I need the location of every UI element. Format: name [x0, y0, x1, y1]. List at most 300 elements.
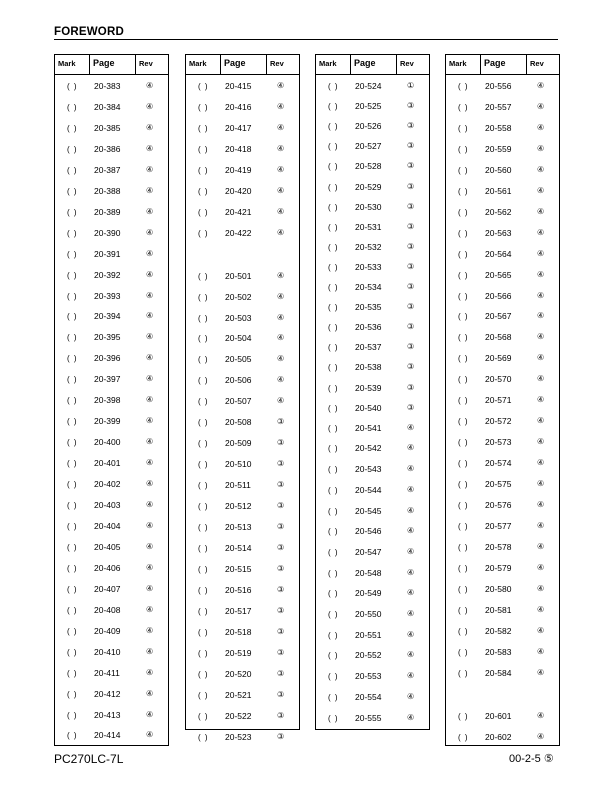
table-row	[186, 395, 299, 409]
mark-cell: ( )	[328, 713, 339, 723]
mark-cell: ( )	[458, 542, 469, 552]
table-row	[55, 101, 168, 115]
mark-cell: ( )	[328, 465, 339, 475]
model-number: PC270LC-7L	[54, 752, 124, 766]
rev-cell: ④	[537, 646, 545, 656]
rev-cell: ④	[537, 500, 545, 509]
page-cell: 20-505	[225, 354, 252, 365]
mark-cell: ( )	[328, 527, 339, 537]
mark-cell: ( )	[198, 627, 209, 637]
table-row	[316, 321, 429, 335]
mark-cell: ( )	[458, 354, 469, 364]
page-cell: 20-548	[355, 567, 382, 578]
rev-cell: ④	[537, 206, 545, 216]
rev-cell: ④	[277, 291, 285, 301]
rev-cell: ④	[537, 311, 545, 321]
table-row	[186, 291, 299, 305]
mark-cell: ( )	[198, 690, 209, 700]
table-row	[316, 402, 429, 416]
page-cell: 20-564	[485, 248, 512, 259]
table-header	[186, 55, 299, 75]
rev-cell: ④	[537, 458, 545, 468]
page-cell: 20-413	[94, 709, 121, 720]
page-cell: 20-583	[485, 646, 512, 657]
page-cell: 20-567	[485, 311, 512, 322]
mark-cell: ( )	[328, 383, 339, 393]
mark-cell: ( )	[67, 647, 78, 657]
table-row	[55, 499, 168, 513]
rev-cell: ④	[277, 164, 285, 174]
page-cell: 20-573	[485, 437, 512, 448]
page-cell: 20-570	[485, 374, 512, 385]
rev-cell: ④	[146, 437, 154, 447]
rev-cell: ④	[407, 671, 415, 681]
table-row	[186, 80, 299, 94]
header-rev: Rev	[270, 59, 284, 68]
rev-cell: ③	[277, 417, 285, 427]
page-cell: 20-405	[94, 541, 121, 552]
page-cell: 20-408	[94, 604, 121, 615]
rev-cell: ④	[277, 375, 285, 385]
page-cell: 20-518	[225, 626, 252, 637]
rev-cell: ③	[407, 201, 415, 211]
page-cell: 20-552	[355, 650, 382, 661]
page-cell: 20-514	[225, 542, 252, 553]
table-row	[316, 505, 429, 519]
mark-cell: ( )	[198, 82, 209, 91]
page-cell: 20-513	[225, 522, 252, 532]
table-row	[186, 458, 299, 472]
page-cell: 20-574	[485, 458, 512, 469]
table-row	[446, 143, 559, 157]
rev-cell: ④	[407, 567, 415, 577]
rev-cell: ④	[146, 290, 154, 300]
rev-cell: ③	[407, 241, 415, 251]
page-cell: 20-541	[355, 422, 382, 433]
mark-cell: ( )	[328, 102, 339, 112]
mark-cell: ( )	[328, 547, 339, 557]
table-row	[316, 120, 429, 134]
table-row	[55, 520, 168, 534]
rev-cell: ④	[537, 248, 545, 258]
table-row	[186, 521, 299, 535]
table-row	[316, 587, 429, 601]
rev-cell: ④	[407, 546, 415, 556]
rev-cell: ③	[407, 302, 415, 312]
rev-cell: ④	[537, 479, 545, 489]
rev-cell: ④	[537, 541, 545, 551]
rev-cell: ①	[407, 81, 415, 90]
table-row	[446, 373, 559, 387]
rev-cell: ④	[537, 353, 545, 363]
table-row	[186, 312, 299, 326]
table-row	[446, 604, 559, 618]
rev-cell: ③	[407, 322, 415, 332]
header-mark: Mark	[58, 59, 76, 68]
table-row	[446, 269, 559, 283]
mark-cell: ( )	[328, 162, 339, 172]
page-cell: 20-409	[94, 625, 121, 636]
page-cell: 20-502	[225, 291, 252, 302]
rev-cell: ④	[537, 164, 545, 174]
mark-cell: ( )	[198, 481, 209, 491]
rev-cell: ④	[277, 354, 285, 364]
mark-cell: ( )	[198, 376, 209, 386]
page-cell: 20-510	[225, 459, 252, 470]
page-number: 00-2-5 ⑤	[509, 753, 554, 765]
table-row	[186, 164, 299, 178]
table-row	[316, 361, 429, 375]
rev-cell: ③	[407, 181, 415, 191]
page-cell: 20-542	[355, 443, 382, 454]
page-cell: 20-579	[485, 562, 512, 573]
page-cell: 20-578	[485, 541, 512, 552]
table-row	[316, 442, 429, 456]
table-row	[446, 248, 559, 262]
table-row	[446, 101, 559, 115]
table-row	[186, 647, 299, 661]
page-cell: 20-384	[94, 101, 121, 112]
page-cell: 20-386	[94, 143, 121, 154]
table-row	[446, 731, 559, 745]
mark-cell: ( )	[458, 123, 469, 133]
mark-cell: ( )	[67, 459, 78, 469]
table-row	[446, 80, 559, 94]
mark-cell: ( )	[67, 291, 78, 301]
mark-cell: ( )	[67, 605, 78, 615]
table-row	[55, 206, 168, 220]
mark-cell: ( )	[458, 584, 469, 594]
page-cell: 20-529	[355, 181, 382, 192]
header-rev: Rev	[530, 59, 544, 68]
mark-cell: ( )	[328, 506, 339, 516]
page-cell: 20-418	[225, 143, 252, 154]
mark-cell: ( )	[458, 459, 469, 469]
rev-cell: ④	[537, 374, 545, 384]
table-row	[316, 341, 429, 355]
page-cell: 20-516	[225, 584, 252, 595]
page-cell: 20-501	[225, 270, 252, 281]
rev-cell: ③	[407, 402, 415, 412]
mark-cell: ( )	[458, 186, 469, 196]
page-cell: 20-395	[94, 332, 121, 343]
table-row	[446, 436, 559, 450]
table-row	[316, 567, 429, 581]
revision-table-column-1	[54, 54, 169, 746]
table-row	[316, 140, 429, 154]
mark-cell: ( )	[198, 711, 209, 721]
rev-cell: ④	[277, 270, 285, 280]
mark-cell: ( )	[198, 186, 209, 196]
rev-cell: ④	[537, 710, 545, 720]
table-row	[186, 374, 299, 388]
page-cell: 20-421	[225, 206, 252, 217]
table-row	[446, 227, 559, 241]
mark-cell: ( )	[67, 186, 78, 196]
mark-cell: ( )	[328, 283, 339, 292]
page-cell: 20-557	[485, 101, 512, 112]
rev-cell: ④	[407, 484, 415, 494]
table-row	[446, 710, 559, 724]
table-row	[186, 563, 299, 577]
page-cell: 20-558	[485, 122, 512, 133]
page-cell: 20-401	[94, 458, 121, 469]
table-row	[446, 520, 559, 534]
mark-cell: ( )	[328, 262, 339, 272]
rev-cell: ④	[146, 206, 154, 216]
mark-cell: ( )	[67, 626, 78, 636]
rev-cell: ④	[407, 691, 415, 701]
page-cell: 20-537	[355, 342, 382, 353]
header-mark: Mark	[319, 59, 337, 68]
page-cell: 20-531	[355, 221, 382, 232]
page-cell: 20-511	[225, 480, 251, 491]
mark-cell: ( )	[67, 354, 78, 364]
mark-cell: ( )	[458, 82, 469, 91]
rev-cell: ④	[407, 629, 415, 639]
rev-cell: ③	[277, 542, 285, 552]
table-row	[446, 122, 559, 136]
table-row	[316, 525, 429, 539]
table-row	[446, 541, 559, 555]
table-row	[446, 394, 559, 408]
rev-cell: ④	[277, 396, 285, 406]
mark-cell: ( )	[328, 182, 339, 192]
mark-cell: ( )	[458, 563, 469, 573]
table-row	[186, 710, 299, 724]
page-cell: 20-553	[355, 671, 382, 682]
page-cell: 20-394	[94, 311, 121, 322]
page-cell: 20-509	[225, 438, 252, 449]
rev-cell: ④	[146, 81, 154, 90]
table-row	[446, 290, 559, 304]
mark-cell: ( )	[198, 207, 209, 217]
mark-cell: ( )	[458, 249, 469, 259]
rev-cell: ③	[407, 121, 415, 131]
table-row	[55, 122, 168, 136]
rev-cell: ④	[407, 588, 415, 598]
page-cell: 20-407	[94, 583, 121, 594]
table-row	[186, 353, 299, 367]
rev-cell: ③	[407, 362, 415, 372]
mark-cell: ( )	[458, 144, 469, 154]
table-row	[186, 500, 299, 514]
page-cell: 20-572	[485, 416, 512, 427]
rev-cell: ③	[277, 731, 285, 741]
rev-cell: ④	[407, 650, 415, 660]
mark-cell: ( )	[328, 610, 339, 619]
mark-cell: ( )	[198, 439, 209, 449]
mark-cell: ( )	[198, 648, 209, 658]
header-page: Page	[93, 58, 115, 68]
rev-cell: ④	[277, 143, 285, 153]
mark-cell: ( )	[198, 355, 209, 365]
table-row	[55, 478, 168, 492]
mark-cell: ( )	[67, 396, 78, 406]
mark-cell: ( )	[67, 731, 78, 741]
page-cell: 20-393	[94, 290, 121, 301]
rev-cell: ④	[146, 583, 154, 593]
table-row	[186, 626, 299, 640]
mark-cell: ( )	[328, 589, 339, 599]
page-cell: 20-406	[94, 562, 121, 573]
mark-cell: ( )	[67, 563, 78, 573]
mark-cell: ( )	[198, 313, 209, 323]
table-row	[55, 562, 168, 576]
page-cell: 20-417	[225, 122, 252, 133]
mark-cell: ( )	[198, 543, 209, 553]
page-cell: 20-528	[355, 161, 382, 172]
rev-cell: ④	[146, 332, 154, 342]
rev-cell: ④	[146, 604, 154, 614]
rev-cell: ④	[277, 185, 285, 195]
rev-cell: ④	[146, 458, 154, 468]
table-row	[55, 143, 168, 157]
table-row	[186, 416, 299, 430]
rev-cell: ④	[407, 443, 415, 453]
rev-cell: ③	[277, 605, 285, 615]
mark-cell: ( )	[458, 521, 469, 531]
rev-cell: ③	[407, 221, 415, 231]
mark-cell: ( )	[198, 585, 209, 595]
page-cell: 20-402	[94, 479, 121, 490]
mark-cell: ( )	[67, 333, 78, 343]
page-cell: 20-503	[225, 312, 252, 323]
table-row	[316, 201, 429, 215]
page-cell: 20-522	[225, 710, 252, 721]
page-cell: 20-533	[355, 261, 382, 272]
rev-cell: ④	[537, 332, 545, 342]
page-cell: 20-517	[225, 605, 252, 616]
page-cell: 20-519	[225, 647, 252, 658]
rev-cell: ④	[277, 81, 285, 90]
rev-cell: ④	[537, 143, 545, 153]
mark-cell: ( )	[458, 228, 469, 238]
mark-cell: ( )	[328, 672, 339, 682]
table-row	[186, 270, 299, 284]
rev-cell: ④	[277, 122, 285, 132]
table-row	[55, 310, 168, 324]
rev-cell: ④	[146, 122, 154, 132]
mark-cell: ( )	[67, 207, 78, 217]
rev-cell: ③	[277, 689, 285, 699]
mark-cell: ( )	[198, 144, 209, 154]
rev-cell: ③	[277, 563, 285, 573]
page-cell: 20-543	[355, 464, 382, 475]
table-row	[316, 160, 429, 174]
rev-cell: ④	[277, 206, 285, 216]
table-row	[55, 290, 168, 304]
mark-cell: ( )	[458, 732, 469, 742]
rev-cell: ④	[146, 688, 154, 698]
page-cell: 20-391	[94, 248, 121, 259]
mark-cell: ( )	[198, 732, 209, 742]
mark-cell: ( )	[198, 334, 209, 344]
table-row	[186, 206, 299, 220]
table-row	[55, 415, 168, 429]
header-rev: Rev	[400, 59, 414, 68]
table-row	[316, 608, 429, 622]
page-cell: 20-571	[485, 395, 512, 406]
mark-cell: ( )	[198, 502, 209, 512]
mark-cell: ( )	[67, 710, 78, 720]
page-cell: 20-389	[94, 206, 121, 217]
table-row	[446, 667, 559, 681]
table-row	[446, 625, 559, 639]
mark-cell: ( )	[328, 82, 339, 91]
page-cell: 20-521	[225, 689, 252, 700]
mark-cell: ( )	[458, 711, 469, 721]
table-row	[55, 164, 168, 178]
table-row	[446, 310, 559, 324]
table-row	[186, 143, 299, 157]
page-cell: 20-568	[485, 332, 512, 343]
rev-cell: ③	[277, 647, 285, 657]
rev-cell: ④	[146, 500, 154, 509]
page-cell: 20-536	[355, 322, 382, 333]
mark-cell: ( )	[458, 102, 469, 112]
table-row	[316, 181, 429, 195]
rev-cell: ④	[407, 609, 415, 618]
table-row	[446, 646, 559, 660]
page-cell: 20-515	[225, 563, 252, 574]
rev-cell: ④	[537, 101, 545, 111]
table-row	[55, 185, 168, 199]
rev-cell: ④	[537, 269, 545, 279]
page-cell: 20-414	[94, 730, 121, 741]
page-cell: 20-415	[225, 81, 252, 91]
page-cell: 20-569	[485, 353, 512, 364]
rev-cell: ④	[537, 122, 545, 132]
table-row	[55, 667, 168, 681]
header-page: Page	[224, 58, 246, 68]
rev-cell: ④	[146, 625, 154, 635]
page-cell: 20-535	[355, 302, 382, 313]
table-row	[186, 668, 299, 682]
table-row	[316, 241, 429, 255]
rev-cell: ④	[407, 712, 415, 722]
table-row	[316, 382, 429, 396]
page-cell: 20-580	[485, 583, 512, 594]
page-cell: 20-575	[485, 479, 512, 490]
table-row	[316, 80, 429, 94]
rev-cell: ④	[146, 562, 154, 572]
page-cell: 20-410	[94, 646, 121, 657]
page-cell: 20-504	[225, 333, 252, 344]
mark-cell: ( )	[67, 417, 78, 427]
page-cell: 20-412	[94, 688, 121, 699]
rev-cell: ③	[407, 342, 415, 352]
rev-cell: ④	[277, 227, 285, 237]
rev-cell: ④	[146, 185, 154, 195]
page-cell: 20-527	[355, 141, 382, 152]
mark-cell: ( )	[328, 651, 339, 661]
rev-cell: ③	[277, 626, 285, 636]
rev-cell: ④	[537, 81, 545, 90]
table-row	[316, 100, 429, 114]
page-cell: 20-397	[94, 374, 121, 385]
mark-cell: ( )	[458, 501, 469, 510]
mark-cell: ( )	[458, 438, 469, 448]
rev-cell: ④	[537, 290, 545, 300]
rev-cell: ④	[146, 395, 154, 405]
page-cell: 20-560	[485, 164, 512, 175]
rev-cell: ③	[407, 101, 415, 111]
rev-cell: ④	[146, 374, 154, 384]
page-cell: 20-419	[225, 164, 252, 175]
rev-cell: ④	[146, 709, 154, 719]
page-cell: 20-383	[94, 81, 121, 91]
